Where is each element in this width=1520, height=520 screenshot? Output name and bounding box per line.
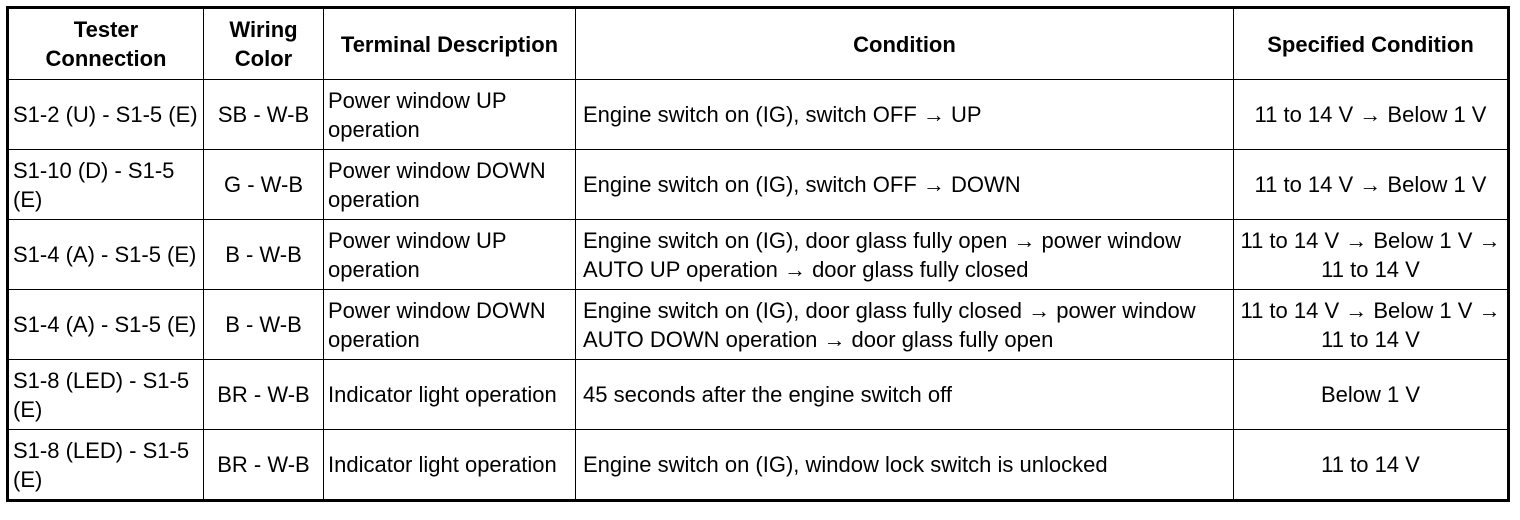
- header-terminal-description: Terminal Description: [324, 8, 576, 80]
- header-wiring-color: Wiring Color: [204, 8, 324, 80]
- cell-condition: Engine switch on (IG), door glass fully open → power window AUTO UP operation → door glass fully closed: [576, 220, 1234, 290]
- cell-wiring-color: G - W-B: [204, 150, 324, 220]
- spec-table-container: [6, 6, 1510, 502]
- terminal-spec-table: [6, 6, 1510, 502]
- table-row: [8, 290, 1509, 360]
- header-condition: Condition: [576, 8, 1234, 80]
- cell-specified-condition: 11 to 14 V → Below 1 V → 11 to 14 V: [1234, 290, 1509, 360]
- cell-condition: Engine switch on (IG), switch OFF → UP: [576, 80, 1234, 150]
- cell-terminal-description: Power window UP operation: [324, 80, 576, 150]
- cell-specified-condition: 11 to 14 V: [1234, 430, 1509, 501]
- table-header-row: [8, 8, 1509, 80]
- cell-terminal-description: Power window UP operation: [324, 220, 576, 290]
- cell-tester-connection: S1-8 (LED) - S1-5 (E): [8, 360, 204, 430]
- table-row: [8, 430, 1509, 501]
- cell-wiring-color: B - W-B: [204, 220, 324, 290]
- cell-tester-connection: S1-2 (U) - S1-5 (E): [8, 80, 204, 150]
- cell-wiring-color: SB - W-B: [204, 80, 324, 150]
- table-row: [8, 220, 1509, 290]
- cell-tester-connection: S1-4 (A) - S1-5 (E): [8, 290, 204, 360]
- cell-condition: Engine switch on (IG), door glass fully closed → power window AUTO DOWN operation → door glass fully open: [576, 290, 1234, 360]
- cell-terminal-description: Indicator light operation: [324, 430, 576, 501]
- cell-tester-connection: S1-10 (D) - S1-5 (E): [8, 150, 204, 220]
- cell-condition: Engine switch on (IG), window lock switch is unlocked: [576, 430, 1234, 501]
- cell-specified-condition: 11 to 14 V → Below 1 V: [1234, 80, 1509, 150]
- cell-wiring-color: B - W-B: [204, 290, 324, 360]
- cell-wiring-color: BR - W-B: [204, 430, 324, 501]
- cell-condition: 45 seconds after the engine switch off: [576, 360, 1234, 430]
- cell-specified-condition: 11 to 14 V → Below 1 V: [1234, 150, 1509, 220]
- cell-terminal-description: Power window DOWN operation: [324, 290, 576, 360]
- table-row: [8, 80, 1509, 150]
- table-row: [8, 360, 1509, 430]
- cell-terminal-description: Power window DOWN operation: [324, 150, 576, 220]
- cell-tester-connection: S1-4 (A) - S1-5 (E): [8, 220, 204, 290]
- cell-tester-connection: S1-8 (LED) - S1-5 (E): [8, 430, 204, 501]
- cell-wiring-color: BR - W-B: [204, 360, 324, 430]
- cell-terminal-description: Indicator light operation: [324, 360, 576, 430]
- cell-specified-condition: 11 to 14 V → Below 1 V → 11 to 14 V: [1234, 220, 1509, 290]
- cell-condition: Engine switch on (IG), switch OFF → DOWN: [576, 150, 1234, 220]
- cell-specified-condition: Below 1 V: [1234, 360, 1509, 430]
- table-row: [8, 150, 1509, 220]
- header-tester-connection: Tester Connection: [8, 8, 204, 80]
- header-specified-condition: Specified Condition: [1234, 8, 1509, 80]
